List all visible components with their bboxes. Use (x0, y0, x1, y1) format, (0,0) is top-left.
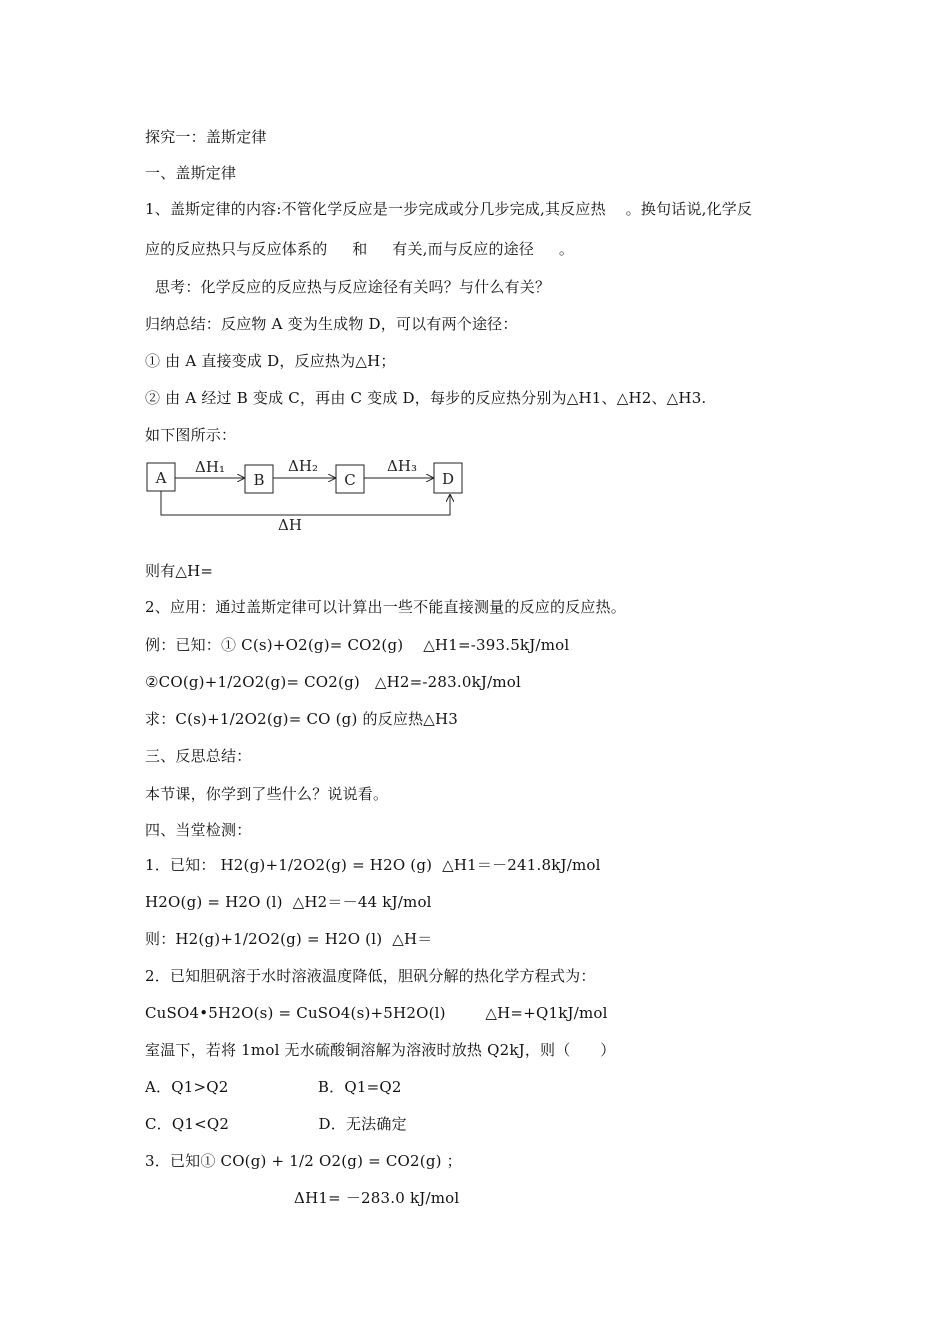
total-label-dh: ΔH (278, 516, 302, 534)
arrow-a-to-d-direct (161, 491, 450, 515)
paragraph-line: ② 由 A 经过 B 变成 C，再由 C 变成 D，每步的反应热分别为△H1、△H2、△H3. (145, 389, 707, 407)
paragraph-line: 本节课，你学到了些什么？说说看。 (145, 785, 389, 803)
paragraph-line: 例：已知：① C(s)+O2(g)= CO2(g) △H1=-393.5kJ/mol (145, 636, 570, 654)
step-label-dh1: ΔH₁ (195, 458, 225, 476)
paragraph-line: 求：C(s)+1/2O2(g)= CO (g) 的反应热△H3 (145, 710, 459, 728)
option-line: C．Q1<Q2 D．无法确定 (145, 1115, 407, 1133)
node-label-d: D (441, 470, 455, 488)
reaction-path-svg (140, 450, 480, 540)
step-label-dh2: ΔH₂ (288, 457, 318, 475)
option-line: A．Q1>Q2 B．Q1=Q2 (145, 1078, 402, 1096)
paragraph-line: 归纳总结：反应物 A 变为生成物 D，可以有两个途径： (145, 315, 518, 333)
heading-gaisi-law: 一、盖斯定律 (145, 164, 237, 182)
paragraph-line: 1、盖斯定律的内容:不管化学反应是一步完成或分几步完成,其反应热 。换句话说,化学反 (145, 200, 753, 218)
step-label-dh3: ΔH₃ (387, 457, 417, 475)
heading-check: 四、当堂检测： (145, 821, 252, 839)
paragraph-line: 如下图所示： (145, 426, 237, 444)
paragraph-line: 2．已知胆矾溶于水时溶液温度降低，胆矾分解的热化学方程式为： (145, 967, 596, 985)
paragraph-line: 思考：化学反应的反应热与反应途径有关吗？与什么有关？ (145, 278, 551, 296)
reaction-path-diagram (140, 450, 480, 540)
paragraph-line: 室温下，若将 1mol 无水硫酸铜溶解为溶液时放热 Q2kJ，则（ ） (145, 1041, 616, 1059)
paragraph-line: H2O(g) = H2O (l) △H2＝－44 kJ/mol (145, 893, 432, 911)
paragraph-line: 则：H2(g)+1/2O2(g) = H2O (l) △H＝ (145, 930, 433, 948)
paragraph-line: ②CO(g)+1/2O2(g)= CO2(g) △H2=-283.0kJ/mol (145, 673, 521, 691)
paragraph-line: ① 由 A 直接变成 D，反应热为△H； (145, 352, 396, 370)
paragraph-line: 1．已知： H2(g)+1/2O2(g) = H2O (g) △H1＝－241.8kJ/mol (145, 856, 601, 874)
heading-reflection: 三、反思总结： (145, 747, 252, 765)
section-title: 探究一：盖斯定律 (145, 128, 267, 146)
node-label-c: C (344, 471, 356, 489)
paragraph-line: ΔH1= －283.0 kJ/mol (145, 1189, 460, 1207)
node-label-a: A (155, 469, 167, 487)
paragraph-line: 应的反应热只与反应体系的 和 有关,而与反应的途径 。 (145, 240, 575, 258)
paragraph-line: 3．已知① CO(g) + 1/2 O2(g) = CO2(g) ； (145, 1152, 462, 1170)
paragraph-line: CuSO4•5H2O(s) = CuSO4(s)+5H2O(l) △H=+Q1kJ/mol (145, 1004, 608, 1022)
paragraph-line: 则有△H= (145, 562, 214, 580)
paragraph-line: 2、应用：通过盖斯定律可以计算出一些不能直接测量的反应的反应热。 (145, 598, 626, 616)
node-label-b: B (253, 471, 265, 489)
